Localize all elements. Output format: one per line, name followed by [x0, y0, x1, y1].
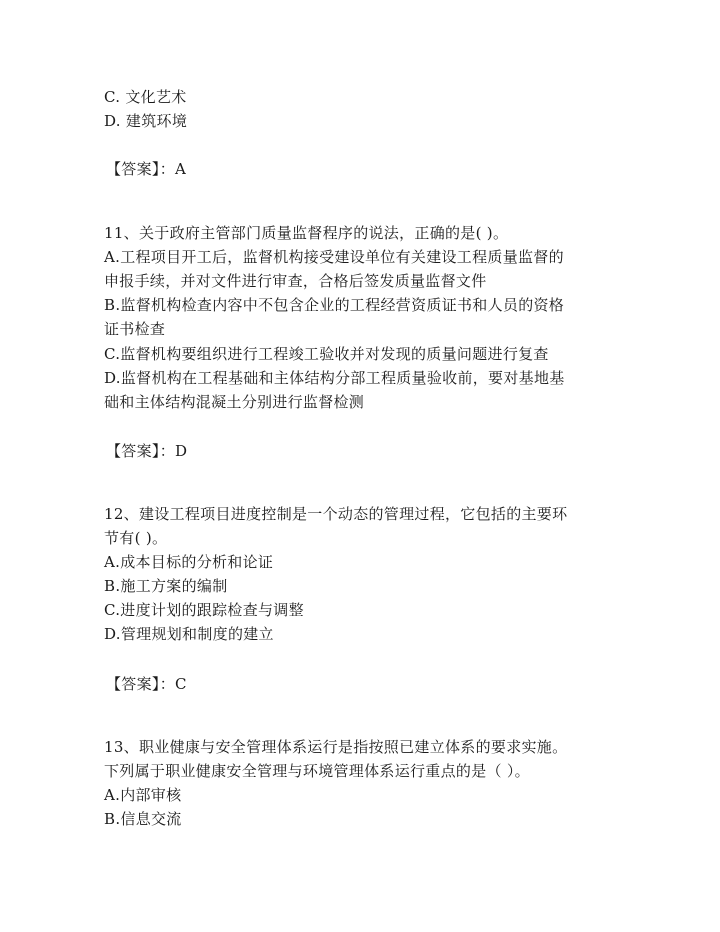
option-c: C. 文化艺术 — [104, 88, 187, 106]
question-11-option-line: 证书检查 — [104, 320, 166, 338]
question-11-option-line: C.监督机构要组织进行工程竣工验收并对发现的质量问题进行复查 — [104, 345, 549, 363]
answer-line: 【答案】：A — [106, 160, 187, 178]
question-13-option-b: B.信息交流 — [104, 810, 182, 828]
question-11-option-line: B.监督机构检查内容中不包含企业的工程经营资质证书和人员的资格 — [104, 296, 565, 314]
question-11-option-line: A.工程项目开工后，监督机构接受建设单位有关建设工程质量监督的 — [104, 248, 564, 266]
question-11-option-line: D.监督机构在工程基础和主体结构分部工程质量验收前，要对基地基 — [104, 369, 565, 387]
question-12-option-d: D.管理规划和制度的建立 — [104, 625, 274, 643]
question-13-stem: 13、职业健康与安全管理体系运行是指按照已建立体系的要求实施。 — [104, 738, 568, 756]
answer-line: 【答案】：C — [106, 675, 187, 693]
question-13-option-a: A.内部审核 — [104, 786, 182, 804]
question-12-option-b: B.施工方案的编制 — [104, 577, 228, 595]
question-11-option-line: 础和主体结构混凝土分别进行监督检测 — [104, 393, 365, 411]
question-12-option-c: C.进度计划的跟踪检查与调整 — [104, 601, 304, 619]
answer-line: 【答案】：D — [106, 442, 188, 460]
question-12-option-a: A.成本目标的分析和论证 — [104, 553, 274, 571]
question-11-stem: 11、关于政府主管部门质量监督程序的说法，正确的是( )。 — [104, 224, 509, 242]
question-11-option-line: 申报手续，并对文件进行审查，合格后签发质量监督文件 — [104, 272, 487, 290]
option-d: D. 建筑环境 — [104, 112, 188, 130]
question-13-stem: 下列属于职业健康安全管理与环境管理体系运行重点的是（ ）。 — [104, 762, 530, 780]
question-12-stem: 节有( )。 — [104, 529, 168, 547]
question-12-stem: 12、建设工程项目进度控制是一个动态的管理过程，它包括的主要环 — [104, 505, 568, 523]
